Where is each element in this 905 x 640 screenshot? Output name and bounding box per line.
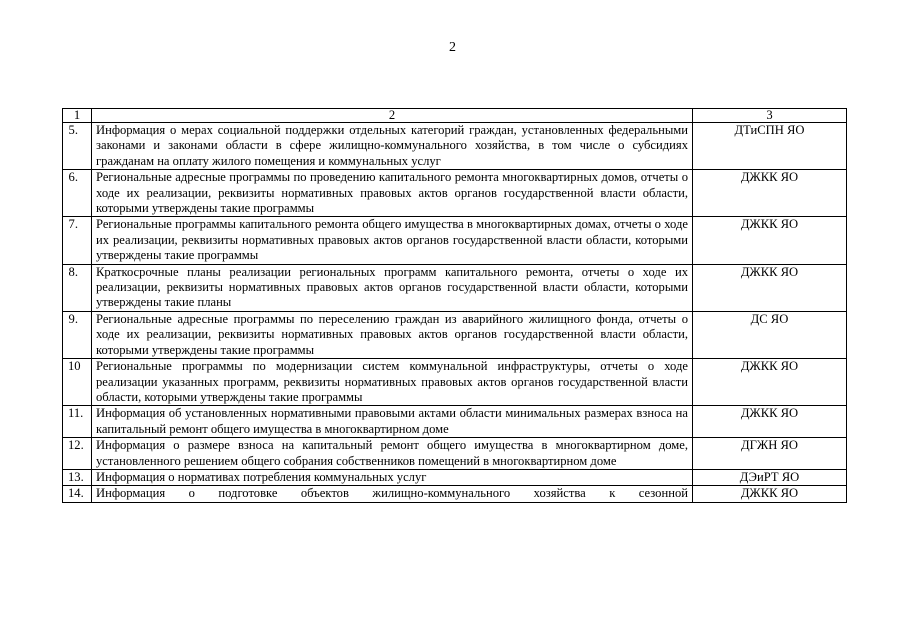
row-number: 14. <box>63 486 92 502</box>
row-agency: ДГЖН ЯО <box>693 438 847 470</box>
row-number: 10 <box>63 359 92 406</box>
row-agency: ДЖКК ЯО <box>693 359 847 406</box>
table-row <box>63 170 847 217</box>
row-number: 6. <box>63 170 92 217</box>
row-description: Краткосрочные планы реализации региональных программ капитального ремонта, отчеты о ходе их реализации, реквизиты нормативных правовых актов органов государственной власти области, которыми утверждены такие планы <box>92 264 693 311</box>
row-agency: ДЖКК ЯО <box>693 170 847 217</box>
row-number: 7. <box>63 217 92 264</box>
table-row <box>63 438 847 470</box>
table-row <box>63 469 847 485</box>
table-header-row <box>63 109 847 123</box>
table-row <box>63 311 847 358</box>
row-number: 11. <box>63 406 92 438</box>
row-description: Информация о подготовке объектов жилищно-коммунального хозяйства к сезонной <box>92 486 693 502</box>
row-agency: ДЭиРТ ЯО <box>693 469 847 485</box>
header-col-number: 1 <box>63 109 92 123</box>
row-number: 8. <box>63 264 92 311</box>
header-col-description: 2 <box>92 109 693 123</box>
row-number: 9. <box>63 311 92 358</box>
table-row <box>63 406 847 438</box>
row-agency: ДЖКК ЯО <box>693 406 847 438</box>
row-agency: ДЖКК ЯО <box>693 217 847 264</box>
row-number: 13. <box>63 469 92 485</box>
row-description: Региональные адресные программы по проведению капитального ремонта многоквартирных домов, отчеты о ходе их реализации, реквизиты нормативных правовых актов органов государственной власти области, которыми утверждены такие программы <box>92 170 693 217</box>
row-description: Региональные программы по модернизации систем коммунальной инфраструктуры, отчеты о ходе реализации указанных программ, реквизиты нормативных правовых актов органов государственной власти области, которыми утверждены такие программы <box>92 359 693 406</box>
row-description: Информация о размере взноса на капитальный ремонт общего имущества в многоквартирном доме, установленного решением общего собрания собственников помещений в многоквартирном доме <box>92 438 693 470</box>
row-description: Региональные программы капитального ремонта общего имущества в многоквартирных домах, отчеты о ходе их реализации, реквизиты нормативных правовых актов органов государственной власти области, которыми утверждены такие программы <box>92 217 693 264</box>
row-number: 5. <box>63 123 92 170</box>
row-agency: ДС ЯО <box>693 311 847 358</box>
header-col-agency: 3 <box>693 109 847 123</box>
table-row <box>63 217 847 264</box>
row-description: Региональные адресные программы по переселению граждан из аварийного жилищного фонда, отчеты о ходе их реализации, реквизиты нормативных правовых актов органов государственной власти области, которыми утверждены такие программы <box>92 311 693 358</box>
document-table <box>62 108 847 503</box>
row-description: Информация о мерах социальной поддержки отдельных категорий граждан, установленных федеральными законами и законами области в сфере жилищно-коммунального хозяйства, в том числе о субсидиях гражданам на оплату жилого помещения и коммунальных услуг <box>92 123 693 170</box>
row-agency: ДТиСПН ЯО <box>693 123 847 170</box>
row-description: Информация о нормативах потребления коммунальных услуг <box>92 469 693 485</box>
row-agency: ДЖКК ЯО <box>693 264 847 311</box>
row-number: 12. <box>63 438 92 470</box>
table-row <box>63 359 847 406</box>
row-description: Информация об установленных нормативными правовыми актами области минимальных размерах взноса на капитальный ремонт общего имущества в многоквартирном доме <box>92 406 693 438</box>
table-row <box>63 264 847 311</box>
table-row <box>63 486 847 502</box>
page-number: 2 <box>449 40 456 55</box>
table-row <box>63 123 847 170</box>
row-agency: ДЖКК ЯО <box>693 486 847 502</box>
